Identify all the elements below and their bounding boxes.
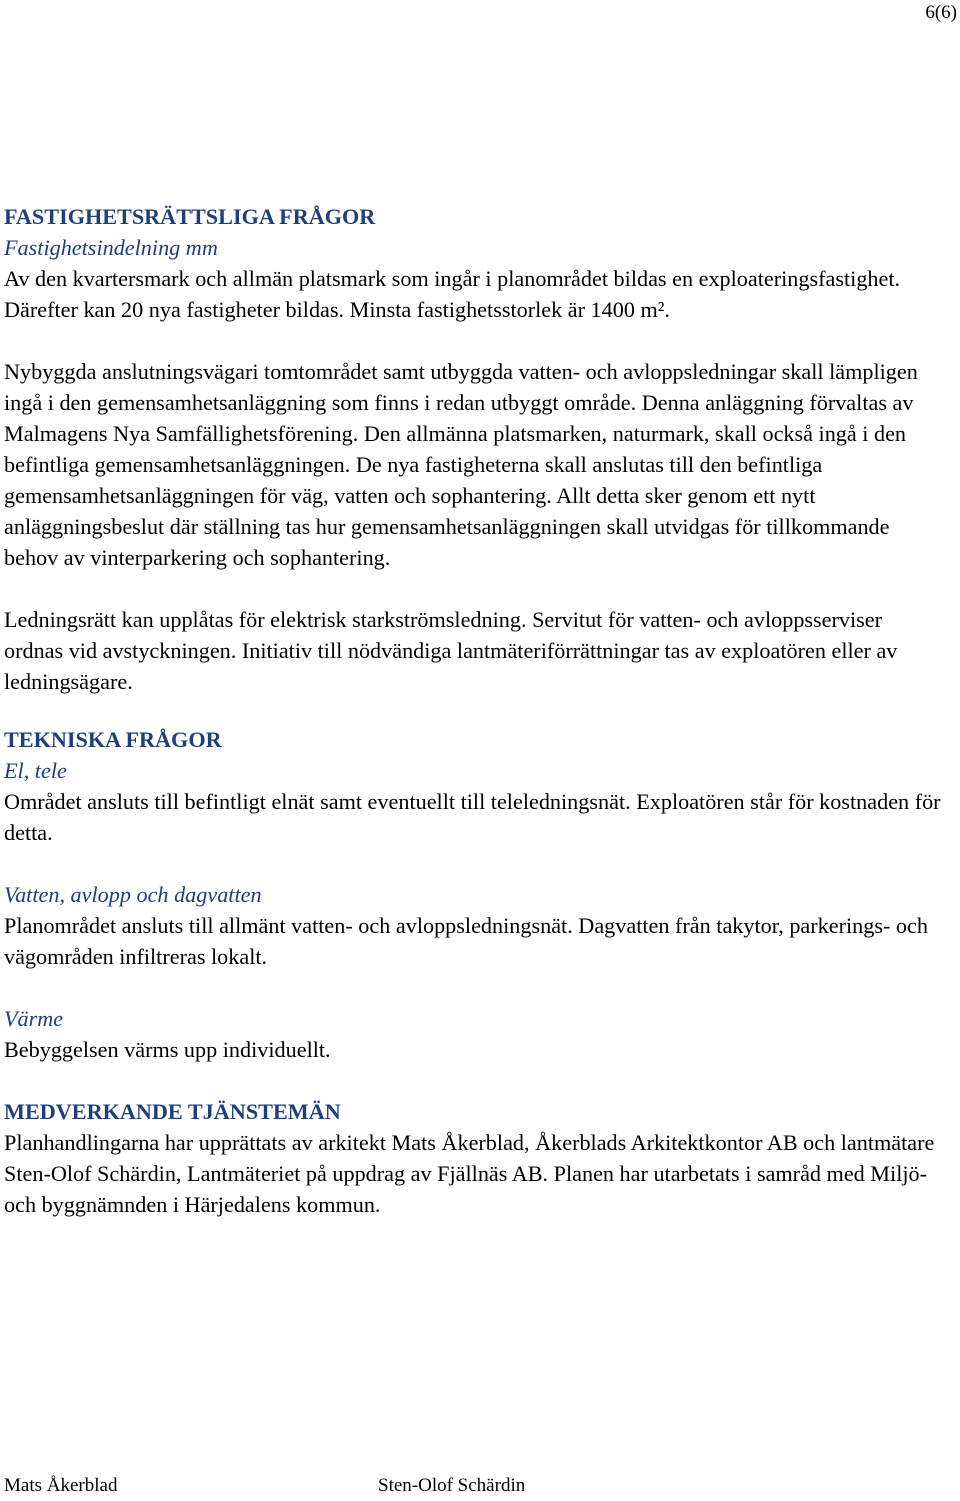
section-heading: FASTIGHETSRÄTTSLIGA FRÅGOR <box>4 204 376 229</box>
section-medverkande <box>4 1096 944 1220</box>
document-body <box>4 201 944 1220</box>
page-number: 6(6) <box>925 2 957 23</box>
paragraph: Området ansluts till befintligt elnät samt eventuellt till teleledningsnät. Exploatören står för kostnaden för detta. <box>4 789 941 845</box>
paragraph: Planhandlingarna har upprättats av arkitekt Mats Åkerblad, Åkerblads Arkitektkontor AB och lantmätare Sten-Olof Schärdin, Lantmäteriet på uppdrag av Fjällnäs AB. Planen har utarbetats i samråd med Miljö- och byggnämnden i Härjedalens kommun. <box>4 1130 935 1217</box>
paragraph: Av den kvartersmark och allmän platsmark som ingår i planområdet bildas en exploateringsfastighet. Därefter kan 20 nya fastigheter bildas. Minsta fastighetsstorlek är 1400 m². <box>4 266 901 322</box>
section-fastighetsrattsliga <box>4 201 944 697</box>
paragraph: Bebyggelsen värms upp individuellt. <box>4 1037 331 1062</box>
signature-left: Mats Åkerblad <box>4 1475 118 1496</box>
paragraph: Ledningsrätt kan upplåtas för elektrisk starkströmsledning. Servitut för vatten- och avloppsserviser ordnas vid avstyckningen. Initiativ till nödvändiga lantmäteriförrättningar tas av exploatören eller av ledningsägare. <box>4 607 898 694</box>
signature-right: Sten-Olof Schärdin <box>378 1475 526 1496</box>
section-subheading: El, tele <box>4 758 67 783</box>
section-subheading: Värme <box>4 1006 64 1031</box>
section-subheading: Fastighetsindelning mm <box>4 235 218 260</box>
paragraph: Planområdet ansluts till allmänt vatten- och avloppsledningsnät. Dagvatten från takytor, parkerings- och vägområden infiltreras lokalt. <box>4 913 928 969</box>
section-heading: TEKNISKA FRÅGOR <box>4 727 222 752</box>
paragraph: Nybyggda anslutningsvägari tomtområdet samt utbyggda vatten- och avloppsledningar skall lämpligen ingå i den gemensamhetsanläggning som finns i redan utbyggt område. Denna anläggning förvaltas av Malmagens Nya Samfällighetsförening. Den allmänna platsmarken, naturmark, skall också ingå i den befintliga gemensamhetsanläggningen. De nya fastigheterna skall anslutas till den befintliga gemensamhetsanläggningen för väg, vatten och sophantering. Allt detta sker genom ett nytt anläggningsbeslut där ställning tas hur gemensamhetsanläggningen skall utvidgas för tillkommande behov av vinterparkering och sophantering. <box>4 359 918 570</box>
section-subheading: Vatten, avlopp och dagvatten <box>4 882 262 907</box>
section-tekniska <box>4 724 944 1065</box>
section-heading: MEDVERKANDE TJÄNSTEMÄN <box>4 1099 341 1124</box>
